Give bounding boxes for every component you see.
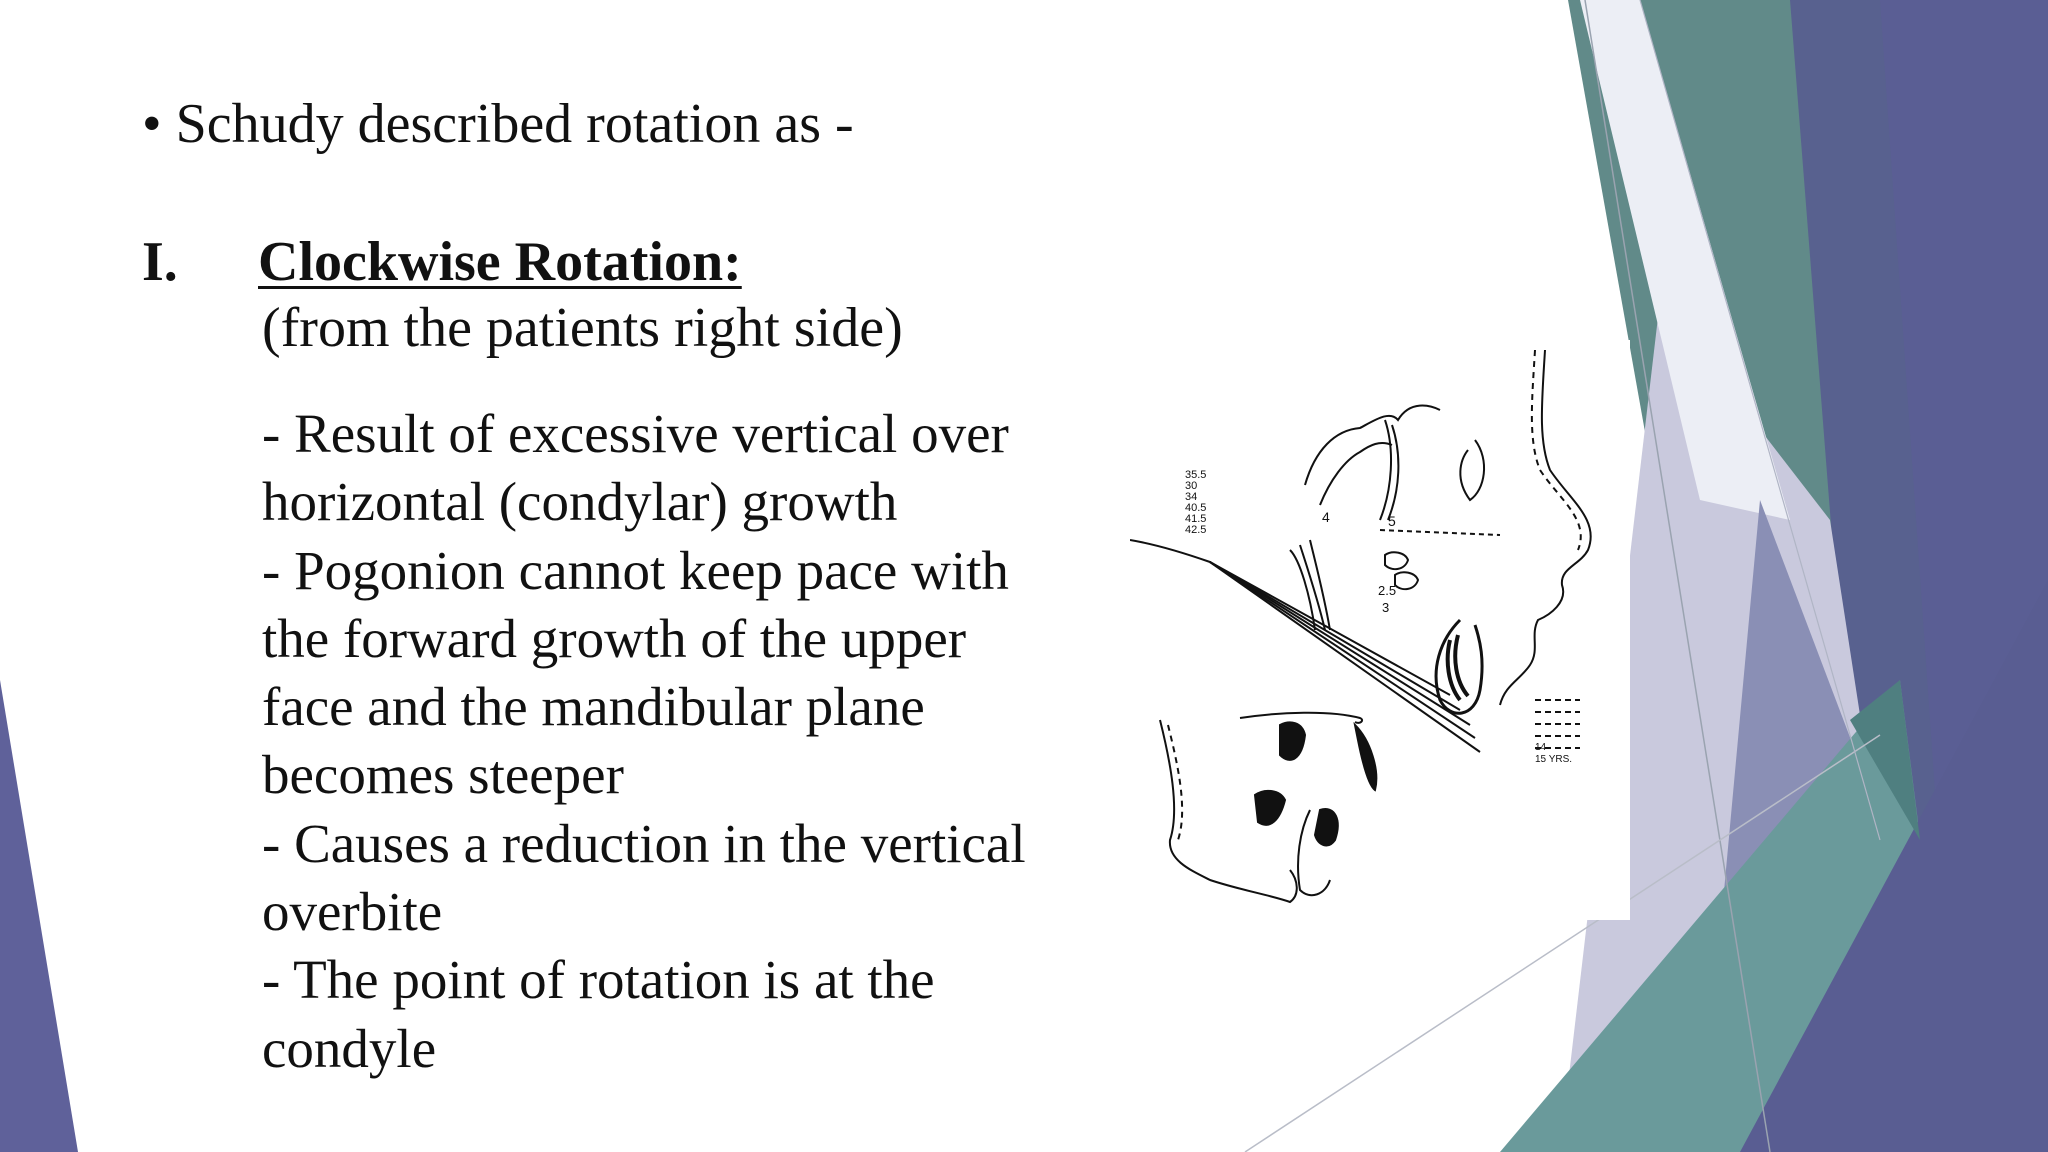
chin-label: 15 YRS. (1535, 754, 1573, 765)
lower-incisor-2 (1315, 809, 1338, 845)
body-line: - Pogonion cannot keep pace with (262, 539, 1009, 601)
body-line: horizontal (condylar) growth (262, 471, 898, 533)
age-label: 34 (1185, 491, 1198, 503)
body-line: the forward growth of the upper (262, 607, 967, 669)
section-numeral: I. (142, 231, 178, 293)
age-label: 42.5 (1185, 524, 1207, 536)
body-text (262, 400, 1026, 1083)
age-label: 41.5 (1185, 513, 1207, 525)
body-line: condyle (262, 1017, 437, 1079)
body-line: - Causes a reduction in the vertical (262, 812, 1026, 874)
figure-background (1130, 340, 1630, 920)
section-subheading: (from the patients right side) (262, 297, 903, 359)
intro-bullet: • Schudy described rotation as - (142, 93, 854, 155)
age-label: 35.5 (1185, 469, 1207, 481)
chin-label: 14 (1535, 742, 1547, 753)
incisor-label: 5 (1388, 513, 1396, 529)
body-line: - The point of rotation is at the (262, 949, 935, 1011)
body-line: overbite (262, 881, 443, 943)
age-label: 30 (1185, 480, 1198, 492)
molar-label: 3 (1382, 600, 1390, 615)
cephalometric-tracing-figure (1130, 340, 1630, 920)
body-line: - Result of excessive vertical over (262, 403, 1009, 464)
age-label: 40.5 (1185, 502, 1207, 514)
incisor-label: 4 (1322, 509, 1330, 525)
body-line: becomes steeper (262, 744, 624, 806)
section-heading: Clockwise Rotation: (258, 231, 742, 293)
molar-label: 2.5 (1378, 583, 1397, 598)
bg-facet-left-purple (0, 680, 78, 1152)
body-line: face and the mandibular plane (262, 676, 925, 738)
